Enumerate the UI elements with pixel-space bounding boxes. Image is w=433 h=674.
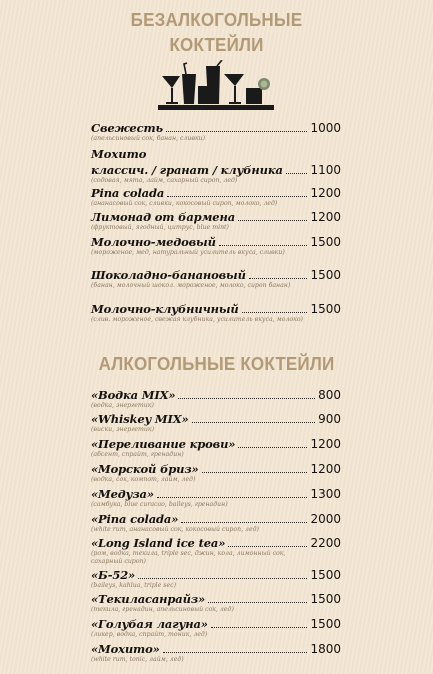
item-price: 800 xyxy=(318,388,341,402)
item-price: 1200 xyxy=(310,210,341,224)
item-price: 1000 xyxy=(310,121,341,135)
menu-item xyxy=(91,186,341,208)
item-name: «Pina colada» xyxy=(91,512,179,526)
dot-leader xyxy=(211,627,308,628)
item-name: Pina colada xyxy=(91,186,165,200)
item-price: 1500 xyxy=(310,235,341,249)
menu-item xyxy=(91,388,341,410)
item-price: 1200 xyxy=(310,462,341,476)
menu-item xyxy=(91,147,341,185)
dot-leader xyxy=(181,522,307,523)
dot-leader xyxy=(138,578,307,579)
dot-leader xyxy=(242,312,308,313)
item-description: (виски, энергетик) xyxy=(91,426,154,433)
dot-leader xyxy=(238,220,307,221)
item-description: (банан, молочный шокол. мороженое, молоко, сироп банан) xyxy=(91,282,291,289)
item-name: «Водка MIX» xyxy=(91,388,176,402)
dot-leader xyxy=(249,278,308,279)
dot-leader xyxy=(238,447,307,448)
item-price: 2200 xyxy=(310,536,341,550)
dot-leader xyxy=(286,173,308,174)
item-name: «Мохито» xyxy=(91,642,160,656)
menu-item xyxy=(91,235,341,257)
menu-item xyxy=(91,412,341,434)
item-price: 1100 xyxy=(310,163,341,177)
item-price: 1500 xyxy=(310,592,341,606)
menu-item xyxy=(91,268,341,290)
item-description: (самбука, blue curacao, baileys, гренадин) xyxy=(91,501,228,508)
item-name: Молочно-клубничный xyxy=(91,302,239,316)
item-price: 1500 xyxy=(310,268,341,282)
dot-leader xyxy=(157,497,308,498)
menu-item xyxy=(91,568,341,590)
item-name: «Морской бриз» xyxy=(91,462,199,476)
item-price: 1200 xyxy=(310,186,341,200)
cocktail-glasses-icon xyxy=(158,60,274,112)
item-description: (фруктовый, ягодный, цитрус, blue mint) xyxy=(91,224,229,231)
item-description: (содовая, мята, лайм, сахарный сироп, лед) xyxy=(91,177,238,184)
dot-leader xyxy=(202,472,308,473)
menu-item xyxy=(91,512,341,534)
dot-leader xyxy=(228,546,307,547)
item-name: «Переливание крови» xyxy=(91,437,236,451)
non-alcoholic-title-line1: БЕЗАЛКОГОЛЬНЫЕ xyxy=(130,9,303,30)
item-name: «Long Island ice tea» xyxy=(91,536,226,550)
item-description: (ананасовый сок, сливки, кокосовый сироп, молоко, лед) xyxy=(91,200,278,207)
menu-item xyxy=(91,487,341,509)
item-description: (слив. мороженое, свежая клубника, усилитель вкуса, молоко) xyxy=(91,316,303,323)
menu-item xyxy=(91,121,341,143)
item-price: 1300 xyxy=(310,487,341,501)
item-name: Лимонад от бармена xyxy=(91,210,235,224)
item-name: Шоколадно-банановый xyxy=(91,268,246,282)
item-description: (ром, водка, текила, triple sec, джин, кола, лимонный сок, сахарный сироп) xyxy=(91,550,286,565)
item-price: 1200 xyxy=(310,437,341,451)
menu-item xyxy=(91,302,341,324)
item-name: классич. / гранат / клубника xyxy=(91,163,283,177)
menu-item xyxy=(91,437,341,459)
dot-leader xyxy=(163,652,308,653)
item-description: (водка, энергетик) xyxy=(91,402,154,409)
item-description: (baileys, kahlua, triple sec) xyxy=(91,582,177,589)
item-name: «Текиласанрайз» xyxy=(91,592,206,606)
menu-item xyxy=(91,210,341,232)
menu-item xyxy=(91,536,341,566)
item-description: (white rum, ананасовый сок, кокосовый сироп, лед) xyxy=(91,526,259,533)
item-price: 1500 xyxy=(310,617,341,631)
dot-leader xyxy=(208,602,307,603)
item-name: «Б-52» xyxy=(91,568,136,582)
dot-leader xyxy=(166,131,308,132)
item-price: 900 xyxy=(318,412,341,426)
item-description: (white rum, tonic, лайм, лед) xyxy=(91,656,184,663)
dot-leader xyxy=(219,245,308,246)
menu-item xyxy=(91,617,341,639)
item-description: (ликер, водка, спрайт, тоник, лед) xyxy=(91,631,208,638)
item-description: (апельсиновый сок, банан, сливки) xyxy=(91,135,206,142)
menu-item xyxy=(91,642,341,664)
item-price: 1500 xyxy=(310,568,341,582)
item-name: «Whiskey MIX» xyxy=(91,412,189,426)
item-name-line1: Мохито xyxy=(91,147,147,161)
dot-leader xyxy=(167,196,307,197)
non-alcoholic-title-line2: КОКТЕЙЛИ xyxy=(169,34,264,55)
item-description: (текила, гренадин, апельсиновый сок, лед) xyxy=(91,606,234,613)
dot-leader xyxy=(178,398,315,399)
item-description: (абсент, спрайт, гренадин) xyxy=(91,451,184,458)
item-price: 2000 xyxy=(310,512,341,526)
item-description: (водка, сок, компот, лайм, лед) xyxy=(91,476,196,483)
item-price: 1500 xyxy=(310,302,341,316)
menu-item xyxy=(91,592,341,614)
item-name: «Голубая лагуна» xyxy=(91,617,208,631)
item-name: Молочно-медовый xyxy=(91,235,216,249)
dot-leader xyxy=(192,422,316,423)
menu-item xyxy=(91,462,341,484)
item-price: 1800 xyxy=(310,642,341,656)
item-name: «Медуза» xyxy=(91,487,154,501)
item-name: Свежесть xyxy=(91,121,163,135)
item-description: (мороженое, мед, натуральный усилитель вкуса, сливки) xyxy=(91,249,285,256)
alcoholic-title: АЛКОГОЛЬНЫЕ КОКТЕЙЛИ xyxy=(98,353,335,374)
